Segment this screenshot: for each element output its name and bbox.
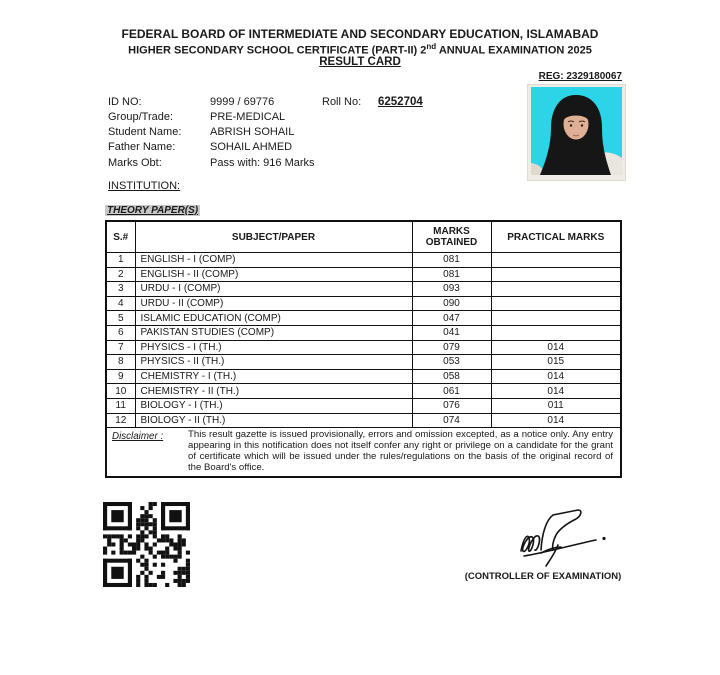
cell-marks: 074 bbox=[412, 413, 491, 428]
cell-marks: 053 bbox=[412, 355, 491, 370]
cell-practical bbox=[491, 253, 621, 268]
table-row bbox=[106, 369, 621, 384]
cell-practical bbox=[491, 311, 621, 326]
header-practical: PRACTICAL MARKS bbox=[491, 221, 621, 253]
marks-table bbox=[105, 220, 622, 478]
table-row bbox=[106, 267, 621, 282]
header-subject: SUBJECT/PAPER bbox=[135, 221, 412, 253]
roll-value: 6252704 bbox=[378, 96, 423, 108]
qr-code bbox=[103, 502, 190, 587]
student-name-label: Student Name: bbox=[108, 126, 182, 138]
student-photo-image bbox=[527, 84, 626, 181]
cell-marks: 079 bbox=[412, 340, 491, 355]
cell-practical: 014 bbox=[491, 413, 621, 428]
cell-sno: 8 bbox=[106, 355, 135, 370]
marks-obtained-label: Marks Obt: bbox=[108, 157, 162, 169]
cell-subject: PAKISTAN STUDIES (COMP) bbox=[135, 325, 412, 340]
cell-practical: 014 bbox=[491, 369, 621, 384]
table-header-row bbox=[106, 221, 621, 253]
result-card-title: RESULT CARD bbox=[319, 56, 401, 68]
table-row bbox=[106, 311, 621, 326]
cell-sno: 10 bbox=[106, 384, 135, 399]
table-row bbox=[106, 325, 621, 340]
cell-marks: 081 bbox=[412, 253, 491, 268]
exam-title bbox=[0, 42, 720, 57]
registration-number: REG: 2329180067 bbox=[538, 71, 622, 82]
cell-subject: CHEMISTRY - II (TH.) bbox=[135, 384, 412, 399]
cell-practical bbox=[491, 325, 621, 340]
marks-obtained-value: Pass with: 916 Marks bbox=[210, 157, 315, 169]
cell-subject: ENGLISH - I (COMP) bbox=[135, 253, 412, 268]
disclaimer-row bbox=[106, 428, 621, 478]
table-row bbox=[106, 296, 621, 311]
cell-practical bbox=[491, 282, 621, 297]
cell-sno: 2 bbox=[106, 267, 135, 282]
cell-sno: 6 bbox=[106, 325, 135, 340]
cell-subject: BIOLOGY - I (TH.) bbox=[135, 398, 412, 413]
cell-marks: 058 bbox=[412, 369, 491, 384]
cell-marks: 081 bbox=[412, 267, 491, 282]
cell-marks: 093 bbox=[412, 282, 491, 297]
table-row bbox=[106, 355, 621, 370]
cell-marks: 041 bbox=[412, 325, 491, 340]
qr-code-svg bbox=[103, 502, 190, 587]
cell-practical: 014 bbox=[491, 340, 621, 355]
cell-marks: 076 bbox=[412, 398, 491, 413]
cell-sno: 9 bbox=[106, 369, 135, 384]
exam-title-suffix: ANNUAL EXAMINATION 2025 bbox=[436, 44, 592, 57]
cell-subject: BIOLOGY - II (TH.) bbox=[135, 413, 412, 428]
cell-subject: URDU - II (COMP) bbox=[135, 296, 412, 311]
cell-sno: 11 bbox=[106, 398, 135, 413]
roll-label: Roll No: bbox=[322, 96, 362, 108]
group-value: PRE-MEDICAL bbox=[210, 111, 286, 123]
table-row bbox=[106, 253, 621, 268]
header-sno: S.# bbox=[106, 221, 135, 253]
cell-practical: 015 bbox=[491, 355, 621, 370]
cell-sno: 12 bbox=[106, 413, 135, 428]
header-marks: MARKS OBTAINED bbox=[412, 221, 491, 253]
disclaimer-label: Disclaimer : bbox=[112, 430, 164, 442]
signature-icon bbox=[508, 504, 612, 568]
table-row bbox=[106, 384, 621, 399]
group-label: Group/Trade: bbox=[108, 111, 174, 123]
cell-sno: 3 bbox=[106, 282, 135, 297]
cell-marks: 061 bbox=[412, 384, 491, 399]
cell-subject: CHEMISTRY - I (TH.) bbox=[135, 369, 412, 384]
cell-subject: URDU - I (COMP) bbox=[135, 282, 412, 297]
theory-papers-label: THEORY PAPER(S) bbox=[107, 205, 199, 216]
cell-sno: 5 bbox=[106, 311, 135, 326]
institution-label: INSTITUTION: bbox=[108, 180, 181, 192]
table-row bbox=[106, 413, 621, 428]
id-value: 9999 / 69776 bbox=[210, 96, 275, 108]
disclaimer-text: This result gazette is issued provisionally, errors and omission excepted, as a notice only. Any entry appearing in this notification does not itself confer any right or privilege on a candidate for the grant of certificate which will be issued under the rules/regulations on the basis of the original record of the Board's office. bbox=[188, 429, 613, 473]
id-label: ID NO: bbox=[108, 96, 142, 108]
father-name-value: SOHAIL AHMED bbox=[210, 141, 293, 153]
father-name-label: Father Name: bbox=[108, 141, 176, 153]
cell-sno: 4 bbox=[106, 296, 135, 311]
controller-of-examination-label: (CONTROLLER OF EXAMINATION) bbox=[464, 571, 622, 582]
student-name-value: ABRISH SOHAIL bbox=[210, 126, 295, 138]
board-title: FEDERAL BOARD OF INTERMEDIATE AND SECONDARY EDUCATION, ISLAMABAD bbox=[121, 27, 599, 41]
table-row bbox=[106, 282, 621, 297]
cell-subject: ISLAMIC EDUCATION (COMP) bbox=[135, 311, 412, 326]
table-row bbox=[106, 340, 621, 355]
exam-title-superscript: nd bbox=[426, 42, 437, 51]
controller-signature bbox=[508, 504, 612, 568]
student-photo bbox=[527, 84, 626, 181]
cell-practical: 014 bbox=[491, 384, 621, 399]
cell-practical bbox=[491, 296, 621, 311]
cell-sno: 7 bbox=[106, 340, 135, 355]
table-row bbox=[106, 398, 621, 413]
cell-practical: 011 bbox=[491, 398, 621, 413]
cell-practical bbox=[491, 267, 621, 282]
cell-marks: 047 bbox=[412, 311, 491, 326]
cell-subject: ENGLISH - II (COMP) bbox=[135, 267, 412, 282]
cell-subject: PHYSICS - I (TH.) bbox=[135, 340, 412, 355]
cell-sno: 1 bbox=[106, 253, 135, 268]
exam-title-prefix: HIGHER SECONDARY SCHOOL CERTIFICATE (PART-II) 2 bbox=[128, 44, 427, 57]
cell-subject: PHYSICS - II (TH.) bbox=[135, 355, 412, 370]
cell-marks: 090 bbox=[412, 296, 491, 311]
